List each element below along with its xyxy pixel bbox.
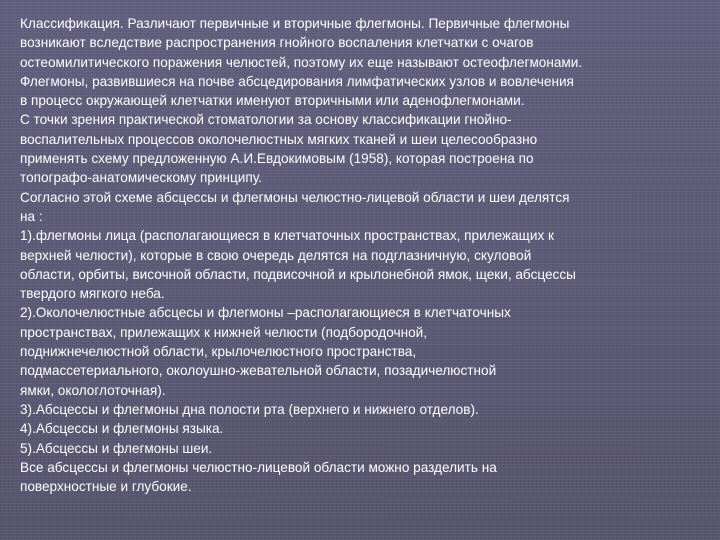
text-line: 5).Абсцессы и флегмоны шеи. [20, 440, 213, 456]
slide-text [20, 14, 710, 496]
text-line: Все абсцессы и флегмоны челюстно-лицевой области можно разделить на [20, 459, 497, 475]
text-line: 3).Абсцессы и флегмоны дна полости рта (верхнего и нижнего отделов). [20, 401, 479, 417]
text-line: Флегмоны, развившиеся на почве абсцедирования лимфатических узлов и вовлечения [20, 73, 574, 89]
text-line: остеомилитического поражения челюстей, поэтому их еще называют остеофлегмонами. [20, 54, 583, 70]
text-line: пространствах, прилежащих к нижней челюсти (подбородочной, [20, 324, 428, 340]
text-line: воспалительных процессов околочелюстных мягких тканей и шеи целесообразно [20, 131, 538, 147]
text-line: 1).флегмоны лица (располагающиеся в клетчаточных пространствах, прилежащих к [20, 228, 554, 244]
text-line: поверхностные и глубокие. [20, 479, 192, 495]
text-line: применять схему предложенную А.И.Евдокимовым (1958), которая построена по [20, 151, 534, 167]
text-line: 2).Околочелюстные абсцесы и флегмоны –располагающиеся в клетчаточных [20, 305, 511, 321]
text-line: области, орбиты, височной области, подвисочной и крылонебной ямок, щеки, абсцессы [20, 266, 576, 282]
text-line: подмассетериального, околоушно-жевательной области, позадичелюстной [20, 363, 497, 379]
text-line: С точки зрения практической стоматологии за основу классификации гнойно- [20, 112, 512, 128]
text-line: возникают вследствие распространения гнойного воспаления клетчатки с очагов [20, 35, 534, 51]
text-line: верхней челюсти), которые в свою очередь делятся на подглазничную, скуловой [20, 247, 532, 263]
text-line: ямки, окологлоточная). [20, 382, 166, 398]
text-line: топографо-анатомическому принципу. [20, 170, 262, 186]
text-line: в процесс окружающей клетчатки именуют вторичными или аденофлегмонами. [20, 93, 525, 109]
text-line: Классификация. Различают первичные и вторичные флегмоны. Первичные флегмоны [20, 16, 570, 31]
text-line: поднижнечелюстной области, крылочелюстного пространства, [20, 344, 417, 360]
text-line: на : [20, 208, 43, 224]
text-line: 4).Абсцессы и флегмоны языка. [20, 421, 224, 437]
text-line: твердого мягкого неба. [20, 286, 165, 302]
text-line: Согласно этой схеме абсцессы и флегмоны челюстно-лицевой области и шеи делятся [20, 189, 570, 205]
